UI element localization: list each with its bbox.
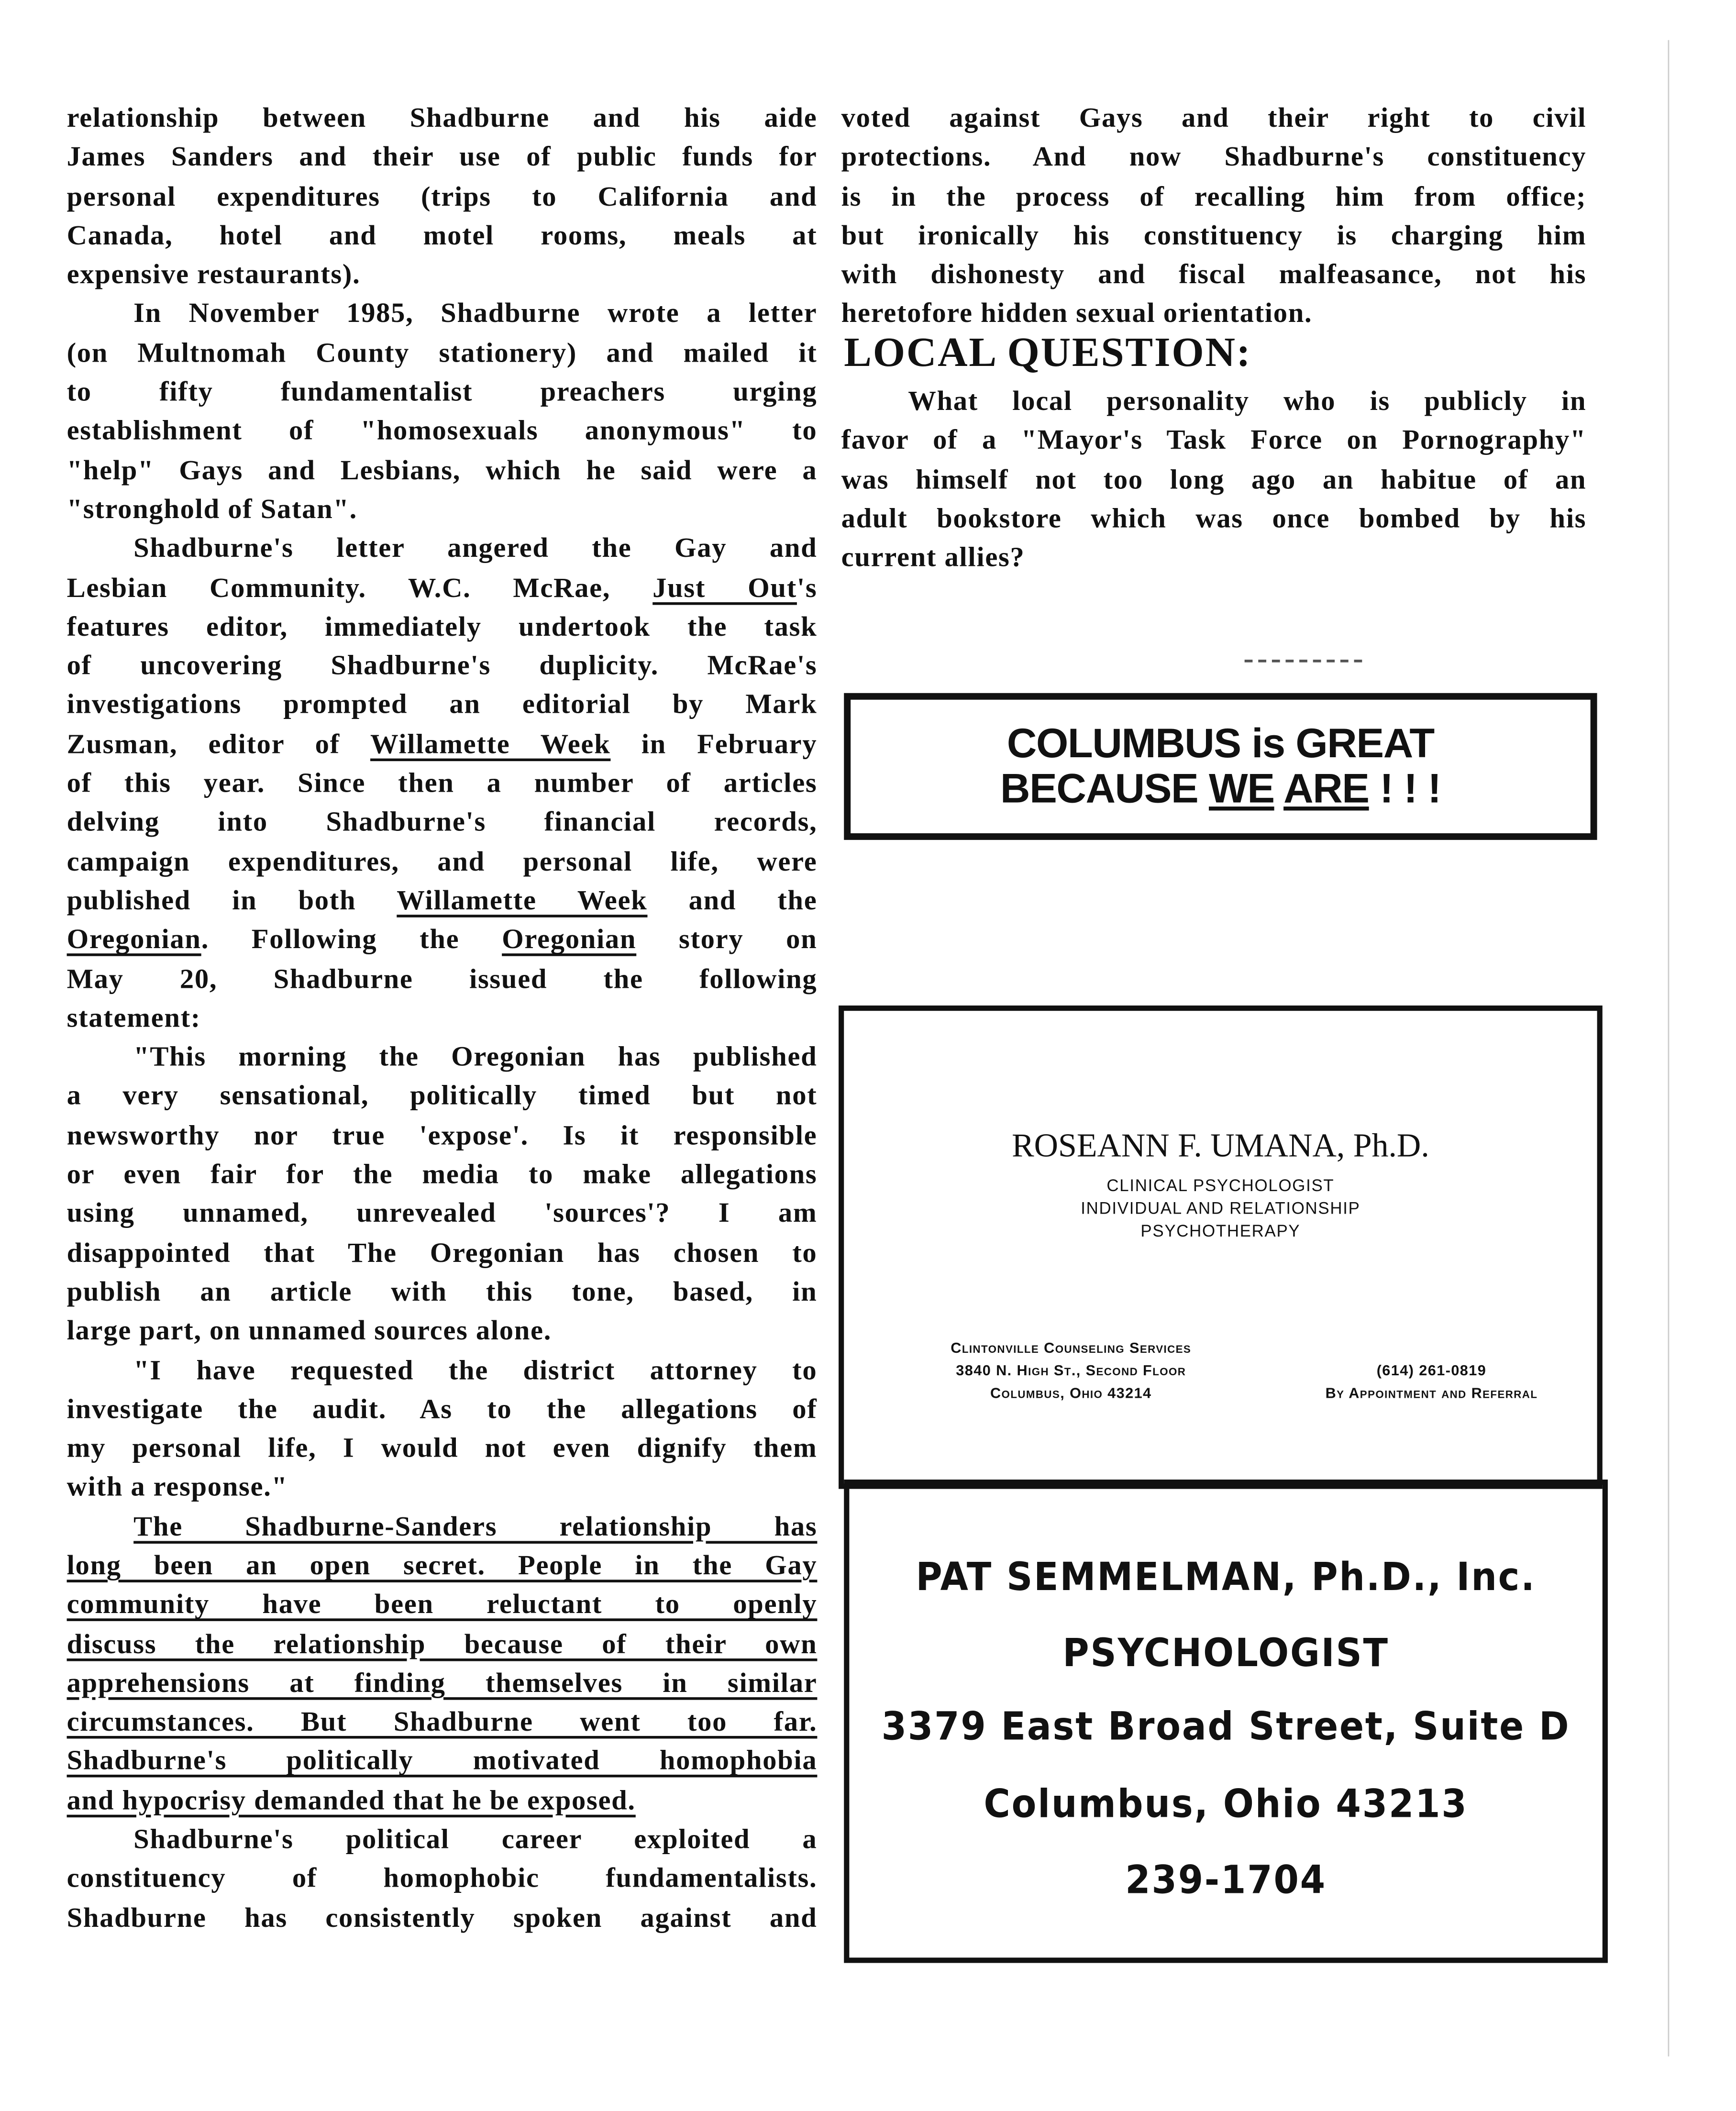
text-segment: with a response.": [66, 1470, 288, 1503]
text-segment: or even fair for the media to make allegations: [66, 1158, 818, 1190]
text-segment: large part, on unnamed sources alone.: [66, 1314, 552, 1347]
text-segment: in February: [610, 727, 818, 760]
text-segment: May 20, Shadburne issued the following: [66, 962, 818, 995]
text-segment: "This morning the Oregonian has published: [133, 1040, 818, 1072]
text-segment: is in the process of recalling him from office;: [841, 179, 1587, 212]
text-segment: investigations prompted an editorial by Mark: [66, 688, 818, 720]
text-line: [67, 1116, 818, 1155]
text-line: [841, 177, 1587, 216]
text-line: [841, 499, 1587, 539]
text-segment: of uncovering Shadburne's duplicity. McRae's: [66, 649, 818, 682]
text-line: [67, 608, 818, 647]
text-line: [67, 255, 818, 295]
underlined-text: long been an open secret. People in the Gay: [66, 1549, 818, 1581]
text-line: [67, 920, 818, 960]
text-line: [67, 1429, 818, 1468]
text-line: [67, 647, 818, 686]
text-line: [67, 1038, 818, 1077]
text-line: [67, 1312, 818, 1351]
text-segment: of this year. Since then a number of articles: [66, 766, 818, 799]
text-segment: heretofore hidden sexual orientation.: [841, 297, 1313, 330]
columbus-ad-line1: COLUMBUS is GREAT: [1006, 719, 1434, 767]
text-segment: Zusman, editor of: [66, 727, 371, 760]
text-line: [67, 373, 818, 412]
text-line: [67, 1468, 818, 1507]
text-segment: 's: [796, 571, 818, 603]
we-underlined: WE: [1209, 765, 1274, 812]
text-segment: protections. And now Shadburne's constituency: [841, 140, 1587, 173]
text-line: [841, 99, 1587, 138]
local-question-heading: LOCAL QUESTION:: [844, 328, 1252, 376]
text-line: [67, 764, 818, 803]
text-segment: was himself not too long ago an habitue of an: [841, 463, 1587, 495]
underlined-text: community have been reluctant to openly: [66, 1588, 818, 1620]
text-line: [67, 1155, 818, 1194]
text-segment: Canada, hotel and motel rooms, meals at: [66, 219, 818, 251]
ad-name: ROSEANN F. UMANA, Ph.D.: [1012, 1128, 1429, 1165]
text-line: [67, 960, 818, 999]
ad-address-2: Columbus, Ohio 43213: [984, 1782, 1468, 1827]
text-line: [67, 294, 818, 333]
text-line: [67, 685, 818, 725]
separator-mark: [1245, 660, 1362, 663]
ad-specialty-2: PSYCHOTHERAPY: [1140, 1222, 1301, 1241]
exclamations: ! ! !: [1369, 765, 1441, 812]
text-segment: In November 1985, Shadburne wrote a letter: [133, 297, 818, 330]
text-line: [67, 490, 818, 529]
underlined-text: Willamette Week: [397, 884, 648, 916]
text-line: [67, 1194, 818, 1233]
text-line: [67, 803, 818, 842]
columbus-ad-line2: [851, 766, 1590, 812]
text-line: [67, 177, 818, 216]
underlined-text: Just Out: [652, 571, 797, 603]
text-line: [67, 725, 818, 764]
text-line: [67, 138, 818, 177]
are-underlined: ARE: [1283, 765, 1369, 812]
text-segment: story on: [636, 923, 818, 955]
text-line: [67, 99, 818, 138]
underlined-text: The Shadburne-Sanders relationship has: [133, 1510, 818, 1542]
text-segment: Shadburne has consistently spoken against and: [66, 1901, 818, 1934]
underlined-text: apprehensions at finding themselves in similar: [66, 1666, 818, 1699]
text-line: [67, 412, 818, 451]
ad-practice: Clintonville Counseling Services: [951, 1340, 1192, 1357]
text-segment: published in both: [66, 884, 397, 916]
text-line: [67, 216, 818, 255]
text-line: [841, 255, 1587, 295]
columbus-ad-box: [844, 693, 1597, 840]
text-line: [67, 1077, 818, 1116]
underlined-text: circumstances. But Shadburne went too far.: [66, 1705, 818, 1738]
ad-note: By Appointment and Referral: [1325, 1386, 1538, 1403]
ad-title: PSYCHOLOGIST: [1062, 1631, 1389, 1677]
text-segment: newsworthy nor true 'expose'. Is it responsible: [66, 1118, 818, 1151]
text-line: [67, 1390, 818, 1429]
text-segment: . Following the: [201, 923, 502, 955]
text-line: [841, 538, 1587, 577]
text-segment: using unnamed, unrevealed 'sources'? I am: [66, 1197, 818, 1229]
text-line: [67, 1703, 818, 1742]
text-segment: to fifty fundamentalist preachers urging: [66, 375, 818, 408]
text-segment: investigate the audit. As to the allegations of: [66, 1392, 818, 1425]
text-segment: "help" Gays and Lesbians, which he said were a: [66, 453, 818, 486]
ad-address-1: 3840 N. High St., Second Floor: [956, 1363, 1186, 1380]
text-line: [67, 1664, 818, 1703]
text-segment: Lesbian Community. W.C. McRae,: [66, 571, 653, 603]
text-line: [841, 421, 1587, 460]
text-segment: expensive restaurants).: [66, 258, 361, 290]
underlined-text: discuss the relationship because of their own: [66, 1627, 818, 1659]
text-segment: delving into Shadburne's financial records,: [66, 806, 818, 838]
ad-phone: (614) 261-0819: [1376, 1363, 1487, 1380]
text-segment: voted against Gays and their right to civil: [841, 101, 1587, 134]
roseann-umana-ad: [839, 1006, 1603, 1489]
text-segment: statement:: [66, 1001, 201, 1034]
text-segment: disappointed that The Oregonian has chosen to: [66, 1236, 818, 1268]
underlined-text: Willamette Week: [370, 727, 611, 760]
text-segment: my personal life, I would not even dignify them: [66, 1431, 818, 1464]
ad-specialty-1: INDIVIDUAL AND RELATIONSHIP: [1081, 1199, 1360, 1218]
text-line: [67, 568, 818, 608]
left-article-column: [67, 99, 818, 1938]
text-segment: personal expenditures (trips to California and: [66, 179, 818, 212]
local-question-body: [841, 382, 1587, 577]
text-segment: establishment of "homosexuals anonymous" to: [66, 414, 818, 447]
text-line: [67, 1351, 818, 1390]
text-line: [67, 1585, 818, 1625]
text-segment: "I have requested the district attorney to: [133, 1353, 818, 1386]
text-line: [67, 999, 818, 1038]
text-line: [67, 1233, 818, 1272]
ad-address-1: 3379 East Broad Street, Suite D: [881, 1705, 1570, 1750]
text-line: [841, 294, 1587, 333]
text-segment: adult bookstore which was once bombed by his: [841, 502, 1587, 534]
text-line: [841, 216, 1587, 255]
text-segment: and the: [647, 884, 818, 916]
text-line: [67, 1781, 818, 1820]
text-segment: James Sanders and their use of public funds for: [66, 140, 818, 173]
text-line: [67, 529, 818, 568]
text-line: [67, 1547, 818, 1586]
ad-phone: 239-1704: [1125, 1858, 1327, 1903]
text-segment: Shadburne's letter angered the Gay and: [133, 531, 818, 564]
text-line: [67, 451, 818, 490]
text-line: [67, 1820, 818, 1859]
underlined-text: Oregonian: [502, 923, 637, 955]
underlined-text: and hypocrisy demanded that he be exposed.: [66, 1783, 636, 1816]
text-line: [841, 138, 1587, 177]
text-segment: Shadburne's political career exploited a: [133, 1823, 818, 1855]
text-line: [841, 460, 1587, 499]
text-segment: campaign expenditures, and personal life, were: [66, 845, 818, 877]
text-segment: but ironically his constituency is charging him: [841, 219, 1587, 251]
ad-name: PAT SEMMELMAN, Ph.D., Inc.: [916, 1555, 1536, 1600]
underlined-text: Shadburne's politically motivated homophobia: [66, 1745, 818, 1777]
text-segment: constituency of homophobic fundamentalists.: [66, 1862, 818, 1894]
text-segment: (on Multnomah County stationery) and mailed it: [66, 336, 818, 368]
text-line: [67, 333, 818, 373]
text-segment: relationship between Shadburne and his aide: [66, 101, 818, 134]
text-line: [67, 1625, 818, 1664]
underlined-text: Oregonian: [66, 923, 201, 955]
text-segment: What local personality who is publicly in: [908, 384, 1587, 417]
text-line: [67, 1272, 818, 1312]
text-line: [67, 1507, 818, 1547]
text-line: [841, 382, 1587, 421]
text-segment: "stronghold of Satan".: [66, 492, 357, 525]
text-segment: current allies?: [841, 541, 1025, 574]
text-segment: favor of a "Mayor's Task Force on Pornography": [841, 423, 1587, 456]
pat-semmelman-ad: [844, 1480, 1608, 1963]
line2-prefix: BECAUSE: [1000, 765, 1209, 812]
text-line: [67, 1859, 818, 1899]
text-line: [67, 881, 818, 920]
text-line: [67, 842, 818, 881]
ad-title: CLINICAL PSYCHOLOGIST: [1106, 1176, 1335, 1195]
right-article-column: [841, 99, 1587, 334]
ad-address-2: Columbus, Ohio 43214: [990, 1386, 1152, 1403]
text-line: [67, 1899, 818, 1938]
page-edge-line: [1668, 40, 1670, 2056]
text-segment: publish an article with this tone, based, in: [66, 1275, 818, 1307]
text-segment: features editor, immediately undertook the task: [66, 610, 818, 642]
text-segment: with dishonesty and fiscal malfeasance, not his: [841, 258, 1587, 290]
text-line: [67, 1742, 818, 1781]
text-segment: a very sensational, politically timed but not: [66, 1079, 818, 1112]
